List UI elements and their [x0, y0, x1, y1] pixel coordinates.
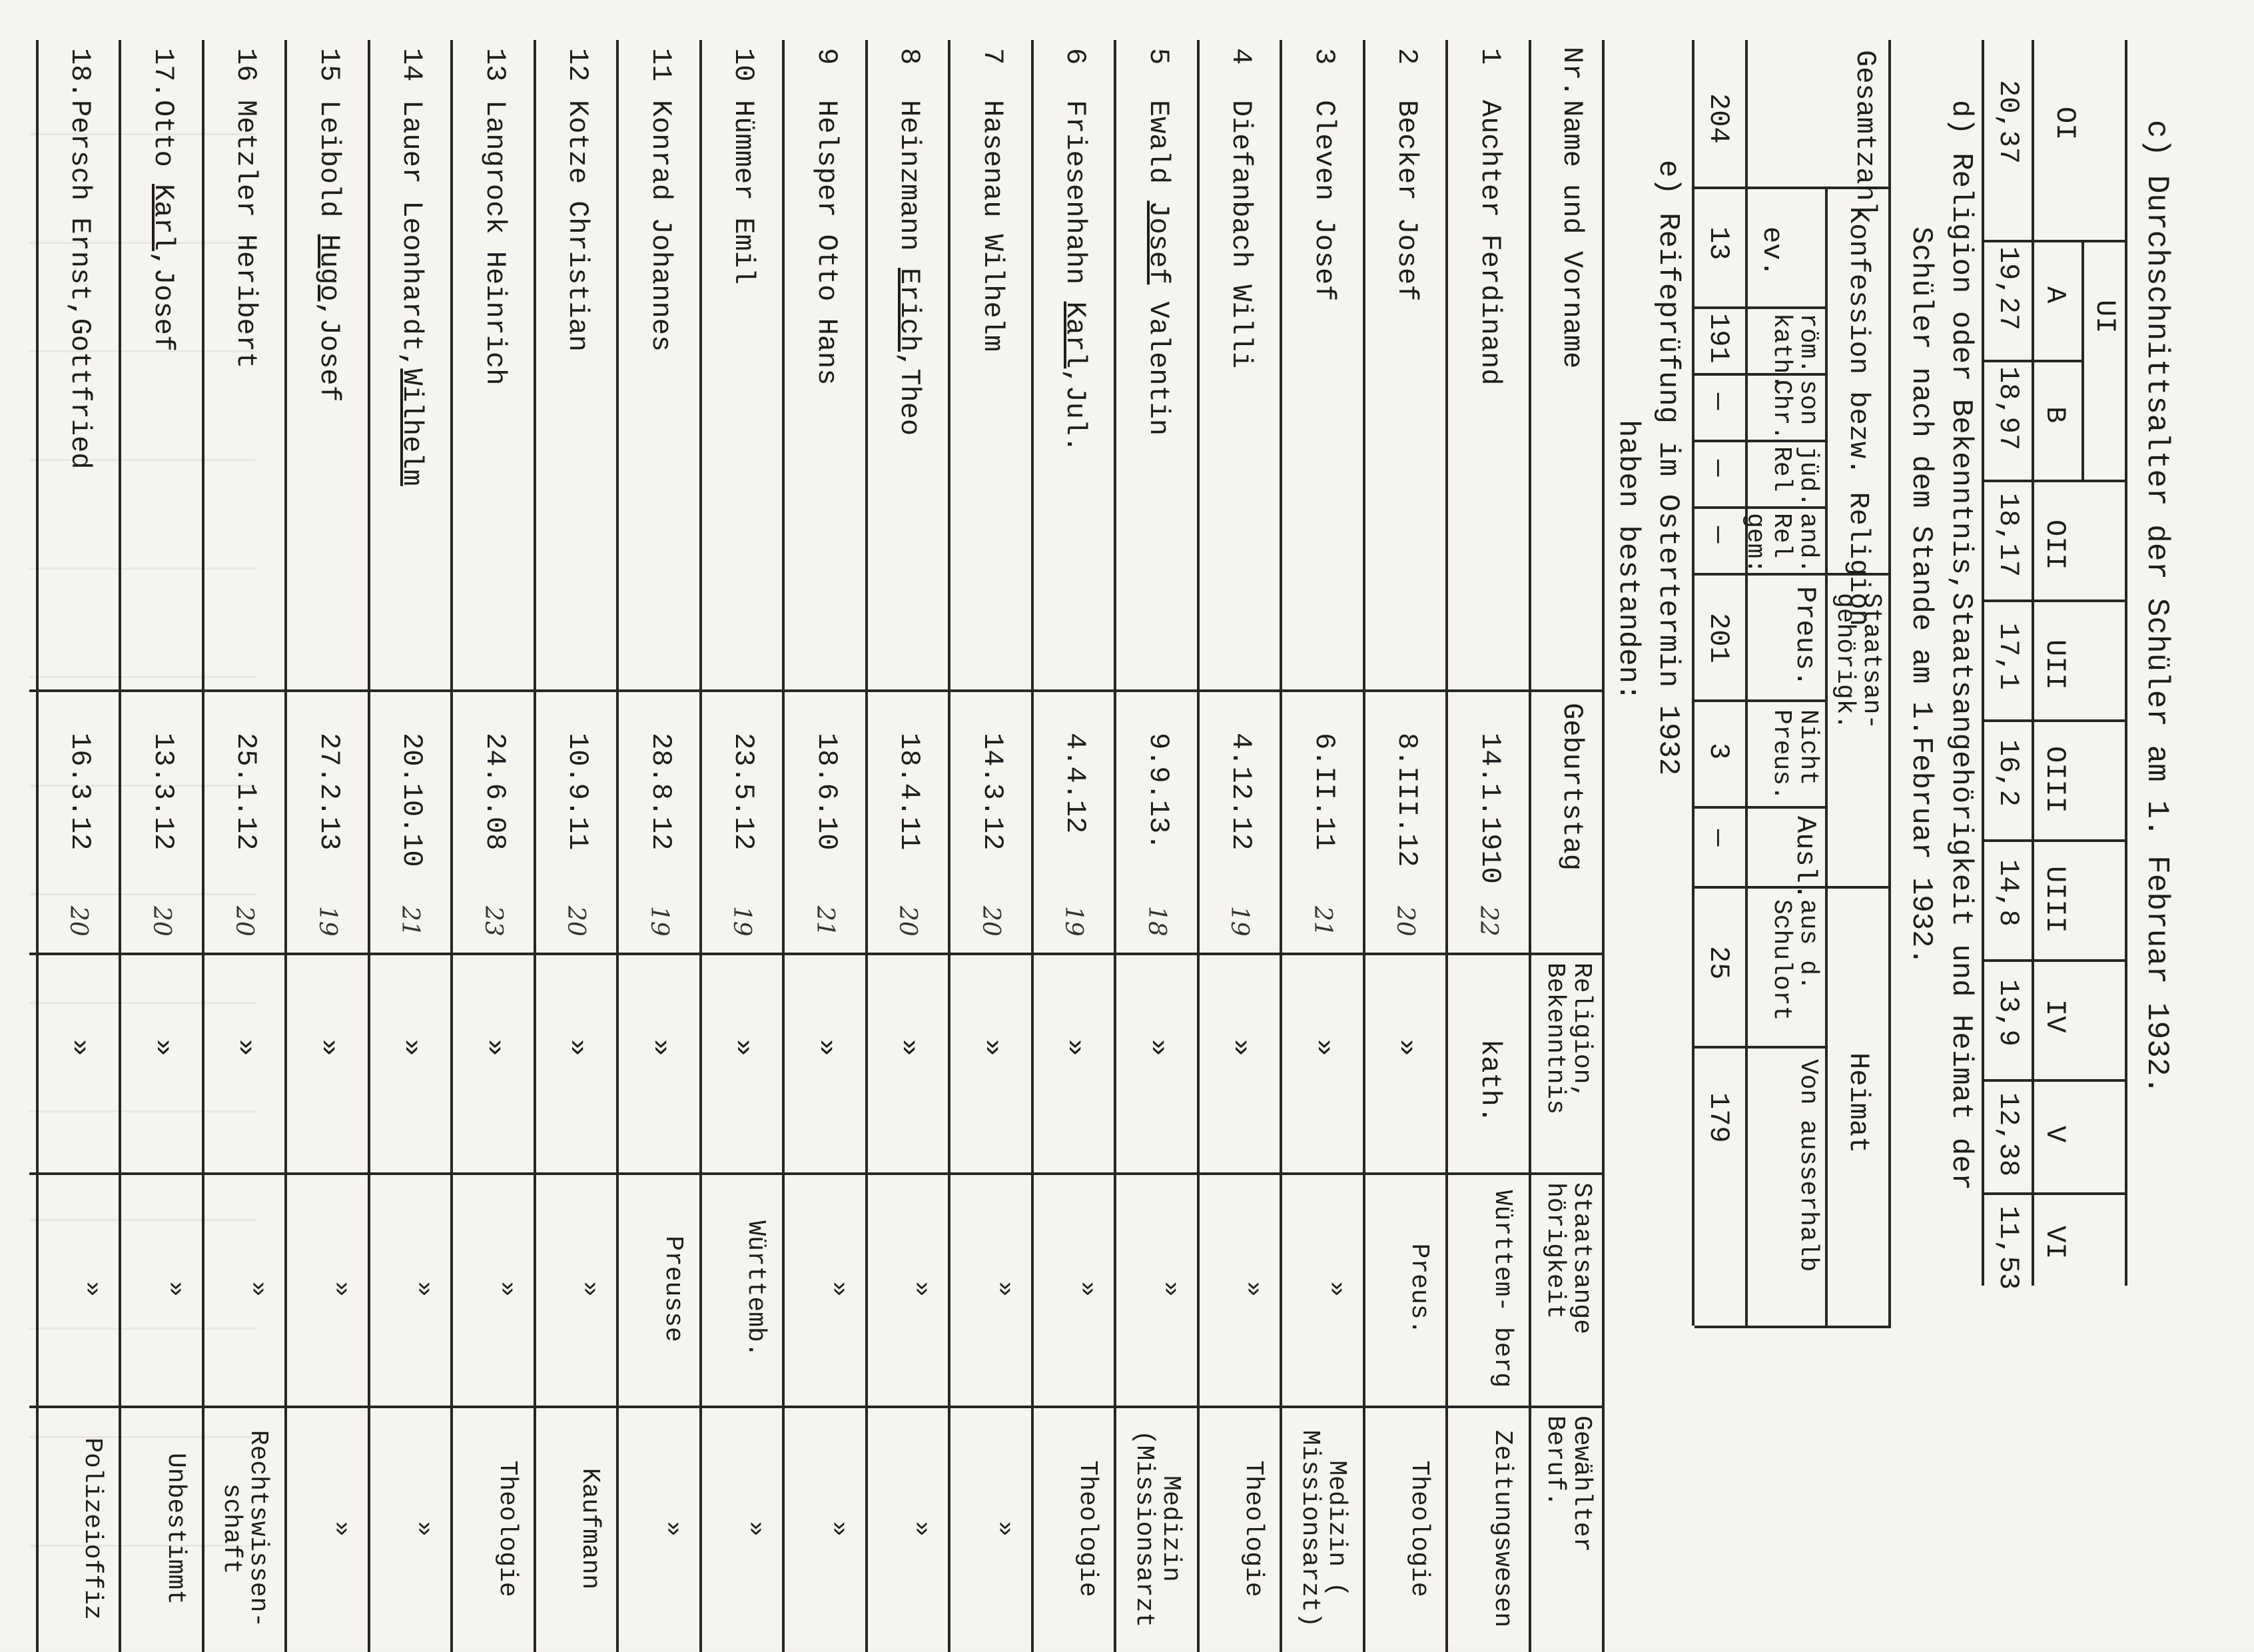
- age-val-oii: 18,17: [1992, 493, 2024, 578]
- exam-row-name-part: Hugo: [313, 234, 345, 302]
- ausserhalb-header: Von ausserhalb: [1794, 1059, 1822, 1272]
- religion-val-and: —: [1702, 526, 1734, 544]
- exam-row-beruf: Theologie: [1405, 1460, 1434, 1597]
- exam-row-beruf: Theologie: [1239, 1460, 1268, 1597]
- row-divider: [285, 40, 288, 1652]
- exam-row-beruf: Theologie: [493, 1460, 522, 1597]
- exam-row-beruf: Polizeioffiz: [78, 1438, 107, 1620]
- exam-row-staat: »: [990, 1281, 1019, 1297]
- exam-row-name: [479, 100, 511, 385]
- exam-row-religion: »: [230, 1039, 262, 1056]
- exam-row-beruf: »: [659, 1521, 687, 1537]
- konfession-header: Konfession bezw. Religion: [1842, 206, 1874, 627]
- exam-row-religion: »: [893, 1039, 926, 1056]
- exam-staat-header: Staatsange hörigkeit: [1541, 1182, 1596, 1335]
- exam-row-name-part: Karl: [147, 184, 179, 251]
- exam-row-birthdate: 14.1.1910: [1474, 733, 1506, 884]
- exam-row-staat: »: [327, 1281, 356, 1297]
- exam-row-birthdate: 14.3.12: [976, 733, 1008, 851]
- age-val-oiii: 16,2: [1992, 739, 2024, 807]
- row-divider: [1031, 40, 1034, 1652]
- exam-row-birthdate: 28.8.12: [645, 733, 677, 851]
- row-divider: [948, 40, 951, 1652]
- ausl-header: Ausl.: [1789, 816, 1821, 901]
- exam-row-religion: »: [479, 1039, 511, 1056]
- exam-row-staat: »: [1239, 1281, 1268, 1297]
- exam-row-religion: »: [811, 1039, 843, 1056]
- exam-row-religion: »: [313, 1039, 345, 1056]
- religion-val-ev: 13: [1702, 226, 1734, 260]
- exam-row-beruf: Theologie: [1073, 1460, 1102, 1597]
- exam-row-nr: 16: [230, 48, 262, 82]
- exam-row-birthdate: 18.6.10: [811, 733, 843, 851]
- age-col-oiii: OIII: [2039, 746, 2071, 813]
- exam-row-nr: 14: [396, 48, 428, 82]
- exam-row-age-note: 23: [480, 906, 507, 937]
- row-divider: [534, 40, 536, 1652]
- exam-row-religion: »: [1059, 1039, 1092, 1056]
- religion-val-son: —: [1702, 393, 1734, 410]
- age-col-iv: IV: [2039, 999, 2071, 1033]
- exam-row-beruf: Unbestimmt: [161, 1452, 190, 1605]
- age-col-b: B: [2039, 406, 2071, 424]
- exam-row-staat: »: [410, 1281, 439, 1297]
- exam-row-age-note: 22: [1475, 906, 1502, 937]
- age-val-oi: 20,37: [1992, 80, 2024, 165]
- exam-row-name-part: Cleven Josef: [1308, 100, 1340, 302]
- exam-row-nr: 9: [811, 48, 843, 65]
- exam-row-name-part: Wilhelm: [396, 368, 428, 486]
- exam-row-name: [811, 100, 843, 385]
- row-divider: [1446, 40, 1449, 1652]
- exam-row-name-part: ,Jul.: [1059, 368, 1092, 453]
- exam-row-age-note: 19: [728, 906, 756, 937]
- exam-row-name-part: Lauer Leonhardt,: [396, 100, 428, 369]
- exam-row-beruf: Medizin ( Missionsarzt): [1296, 1430, 1351, 1628]
- exam-row-name-part: Otto: [147, 100, 179, 185]
- exam-row-name-part: Ewald: [1142, 100, 1174, 201]
- row-divider: [202, 40, 204, 1652]
- age-val-b: 18,97: [1992, 366, 2024, 451]
- exam-row-birthdate: 9.9.13.: [1142, 733, 1174, 851]
- section-d-title-2: Schüler nach dem Stande am 1.Februar 1932.: [1904, 226, 1938, 965]
- exam-row-name-part: Metzler Heribert: [230, 100, 262, 369]
- age-col-oii: OII: [2039, 520, 2071, 570]
- exam-row-nr: 7: [976, 48, 1008, 65]
- exam-row-name: [1060, 100, 1092, 452]
- age-col-oi: OI: [2049, 107, 2081, 141]
- and-rel-header: and. Rel gem:: [1740, 513, 1822, 574]
- ev-header: ev.: [1756, 226, 1788, 277]
- exam-row-nr: 6: [1059, 48, 1092, 65]
- staat-val-preus: 201: [1702, 613, 1734, 663]
- exam-row-age-note: 20: [65, 906, 93, 937]
- row-divider: [36, 40, 39, 1652]
- exam-row-staat: »: [1156, 1281, 1185, 1297]
- age-col-uiii: UIII: [2039, 866, 2071, 933]
- exam-row-name-part: ,Josef: [147, 250, 179, 352]
- jued-rel-header: jüd. Rel: [1767, 446, 1822, 508]
- exam-row-age-note: 18: [1143, 906, 1170, 937]
- exam-row-age-note: 21: [396, 906, 424, 937]
- exam-row-name: [396, 100, 428, 486]
- exam-row-age-note: 20: [1391, 906, 1419, 937]
- exam-row-beruf: »: [825, 1521, 853, 1537]
- exam-row-age-note: 20: [562, 906, 590, 937]
- row-divider: [699, 40, 702, 1652]
- gesamtzahl-header: Gesamtzahl: [1849, 50, 1881, 218]
- exam-row-nr: 2: [1391, 48, 1423, 65]
- exam-row-beruf: »: [907, 1521, 937, 1537]
- exam-row-staat: »: [907, 1281, 937, 1297]
- section-e-title-2: haben bestanden:: [1611, 420, 1645, 701]
- exam-row-staat: »: [825, 1281, 853, 1297]
- exam-row-name: [562, 100, 594, 352]
- exam-row-name: [728, 100, 760, 284]
- exam-row-staat: Preus.: [1405, 1243, 1434, 1335]
- exam-row-birthdate: 25.1.12: [230, 733, 262, 851]
- exam-row-birthdate: 10.9.11: [562, 733, 594, 851]
- exam-row-birthdate: 6.II.11: [1308, 733, 1340, 851]
- age-val-a: 19,27: [1992, 246, 2024, 331]
- exam-nr-header: Nr.: [1556, 47, 1588, 97]
- exam-row-staat: »: [244, 1281, 273, 1297]
- heimat-header: Heimat: [1842, 1052, 1874, 1154]
- exam-row-name: [1474, 100, 1506, 385]
- exam-row-birthdate: 4.12.12: [1225, 733, 1258, 851]
- exam-row-birthdate: 16.3.12: [64, 733, 97, 851]
- section-e-title-1: e) Reifeprüfung im Ostertermin 1932: [1651, 160, 1685, 776]
- schulort-header: aus d. Schulort: [1767, 899, 1822, 1021]
- exam-row-beruf: Zeitungswesen: [1488, 1430, 1517, 1628]
- heimat-val-schulort: 25: [1702, 946, 1734, 980]
- exam-row-name: [1142, 100, 1174, 436]
- exam-row-name-part: Diefanbach Willi: [1225, 100, 1258, 369]
- religion-val-gesamt: 204: [1702, 93, 1734, 144]
- exam-row-age-note: 20: [894, 906, 922, 937]
- exam-row-name-part: ,Josef: [313, 301, 345, 402]
- age-val-uiii: 14,8: [1992, 859, 2024, 927]
- exam-row-beruf: Kaufmann: [575, 1467, 605, 1590]
- exam-row-beruf: »: [741, 1521, 771, 1537]
- religion-val-kath: 191: [1702, 313, 1734, 364]
- exam-row-name: [313, 100, 345, 402]
- exam-row-name: [645, 100, 677, 352]
- exam-row-staat: »: [161, 1281, 190, 1297]
- staat-val-nicht: 3: [1702, 743, 1734, 760]
- section-c-title: c) Durchschnittsalter der Schüler am 1. Februar 1932.: [2139, 120, 2174, 1095]
- exam-row-staat: »: [1073, 1281, 1102, 1297]
- exam-row-age-note: 19: [1226, 906, 1254, 937]
- exam-row-name-part: Hasenau Wilhelm: [976, 100, 1008, 352]
- exam-row-name-part: Josef: [1142, 201, 1174, 285]
- row-divider: [368, 40, 370, 1652]
- staatsangehoerigkeit-header: Staatsan- gehörigk.: [1830, 593, 1886, 730]
- son-chr-header: son Chr.: [1767, 380, 1822, 441]
- exam-row-religion: kath.: [1474, 1039, 1506, 1124]
- exam-row-nr: 8: [893, 48, 926, 65]
- exam-row-birthdate: 20.10.10: [396, 733, 428, 867]
- exam-row-name: [65, 100, 97, 470]
- age-col-uii: UII: [2039, 639, 2071, 690]
- exam-row-nr: 11: [645, 48, 677, 82]
- exam-row-religion: »: [976, 1039, 1008, 1056]
- exam-row-birthdate: 24.6.08: [479, 733, 511, 851]
- exam-row-staat: »: [1322, 1281, 1351, 1297]
- exam-row-name: [1391, 100, 1423, 301]
- exam-row-name-part: Erich: [893, 268, 926, 352]
- row-divider: [1197, 40, 1200, 1652]
- exam-row-age-note: 20: [977, 906, 1004, 937]
- staat-val-ausl: —: [1702, 829, 1734, 847]
- exam-row-nr: 12: [562, 48, 594, 82]
- exam-row-name-part: Auchter Ferdinand: [1474, 100, 1506, 386]
- exam-row-beruf: Rechtswissen- schaft: [217, 1430, 273, 1628]
- row-divider: [617, 40, 619, 1652]
- age-col-v: V: [2039, 1126, 2071, 1143]
- row-divider: [1114, 40, 1117, 1652]
- exam-beruf-header: Gewählter Beruf.: [1541, 1416, 1596, 1553]
- exam-row-age-note: 19: [645, 906, 673, 937]
- exam-row-age-note: 19: [314, 906, 341, 937]
- exam-row-name: [1226, 100, 1258, 368]
- preus-header: Preus.: [1789, 586, 1821, 687]
- exam-row-name-part: Konrad Johannes: [645, 100, 677, 352]
- exam-row-staat: Preusse: [659, 1236, 687, 1342]
- exam-row-name: [230, 100, 262, 368]
- exam-row-nr: 4: [1225, 48, 1258, 65]
- exam-row-name-part: Leibold: [313, 100, 345, 234]
- exam-row-age-note: 21: [811, 906, 839, 937]
- exam-row-birthdate: 27.2.13: [313, 733, 345, 851]
- row-divider: [119, 40, 122, 1652]
- exam-row-name-part: Helsper Otto Hans: [811, 100, 843, 386]
- exam-row-beruf: »: [327, 1521, 356, 1537]
- religion-val-jued: —: [1702, 460, 1734, 477]
- exam-row-staat: Württemb.: [741, 1220, 771, 1358]
- exam-row-birthdate: 8.III.12: [1391, 733, 1423, 867]
- exam-row-name-part: Friesenhahn: [1059, 100, 1092, 302]
- row-divider: [1363, 40, 1365, 1652]
- age-val-vi: 11,53: [1992, 1206, 2024, 1290]
- age-col-vi: VI: [2039, 1226, 2071, 1260]
- exam-row-birthdate: 18.4.11: [893, 733, 926, 851]
- age-val-v: 12,38: [1992, 1092, 2024, 1177]
- exam-row-name-part: Karl: [1059, 301, 1092, 369]
- bleed-through: [29, 27, 256, 1625]
- exam-geburtstag-header: Geburtstag: [1556, 703, 1588, 871]
- exam-row-name: [1308, 100, 1340, 301]
- exam-row-age-note: 20: [148, 906, 175, 937]
- age-val-uii: 17,1: [1992, 623, 2024, 690]
- nicht-preus-header: Nicht Preus.: [1767, 709, 1822, 801]
- exam-row-name-part: Hümmer Emil: [727, 100, 760, 285]
- exam-row-religion: »: [396, 1039, 428, 1056]
- ui-group-label: UI: [2089, 300, 2121, 334]
- exam-row-nr: 13: [479, 48, 511, 82]
- exam-row-religion: »: [64, 1039, 97, 1056]
- roem-kath-header: röm. kath.: [1767, 313, 1822, 390]
- exam-row-birthdate: 13.3.12: [147, 733, 179, 851]
- exam-row-nr: 10: [727, 48, 760, 82]
- exam-row-religion: »: [645, 1039, 677, 1056]
- exam-row-religion: »: [1391, 1039, 1423, 1056]
- exam-row-staat: »: [493, 1281, 522, 1297]
- exam-row-nr: 17.: [147, 48, 179, 99]
- row-divider: [783, 40, 785, 1652]
- exam-row-religion: »: [1142, 1039, 1174, 1056]
- exam-row-religion: »: [147, 1039, 179, 1056]
- exam-row-age-note: 21: [1309, 906, 1336, 937]
- age-col-a: A: [2039, 286, 2071, 304]
- exam-religion-header: Religion, Bekenntnis: [1541, 963, 1596, 1115]
- exam-row-name: [976, 100, 1008, 352]
- exam-row-religion: »: [1308, 1039, 1340, 1056]
- exam-row-name-part: Persch Ernst,Gottfried: [64, 100, 97, 470]
- section-d-title-1: d) Religion oder Bekenntnis,Staatsangehörigkeit und Heimat der: [1944, 100, 1978, 1191]
- heimat-val-ausserhalb: 179: [1702, 1092, 1734, 1143]
- row-divider: [451, 40, 454, 1652]
- age-val-iv: 13,9: [1992, 979, 2024, 1046]
- exam-row-name-part: Becker Josef: [1391, 100, 1423, 302]
- exam-row-birthdate: 4.4.12: [1059, 733, 1092, 834]
- exam-row-age-note: 19: [1060, 906, 1088, 937]
- exam-row-staat: Württem- berg: [1488, 1190, 1517, 1388]
- exam-row-beruf: »: [990, 1521, 1019, 1537]
- exam-name-header: Name und Vorname: [1556, 100, 1588, 369]
- exam-row-name-part: Langrock Heinrich: [479, 100, 511, 386]
- exam-row-name-part: Heinzmann: [893, 100, 926, 268]
- row-divider: [1280, 40, 1283, 1652]
- exam-row-age-note: 20: [230, 906, 258, 937]
- exam-row-name-part: Valentin: [1142, 284, 1174, 436]
- exam-row-name-part: Kotze Christian: [562, 100, 594, 352]
- exam-row-beruf: Medizin (Missionsarzt: [1130, 1430, 1185, 1628]
- exam-row-religion: »: [727, 1039, 760, 1056]
- row-divider: [865, 40, 868, 1652]
- exam-row-nr: 1: [1474, 48, 1506, 65]
- exam-row-name-part: ,Theo: [893, 352, 926, 436]
- exam-row-religion: »: [1225, 1039, 1258, 1056]
- exam-row-nr: 18.: [64, 48, 97, 99]
- exam-row-name: [894, 100, 926, 436]
- exam-row-staat: »: [78, 1281, 107, 1297]
- exam-row-name: [147, 100, 179, 352]
- exam-row-staat: »: [575, 1281, 605, 1297]
- exam-row-nr: 3: [1308, 48, 1340, 65]
- exam-row-nr: 15: [313, 48, 345, 82]
- exam-row-nr: 5: [1142, 48, 1174, 65]
- exam-row-birthdate: 23.5.12: [727, 733, 760, 851]
- exam-row-beruf: »: [410, 1521, 439, 1537]
- exam-row-religion: »: [562, 1039, 594, 1056]
